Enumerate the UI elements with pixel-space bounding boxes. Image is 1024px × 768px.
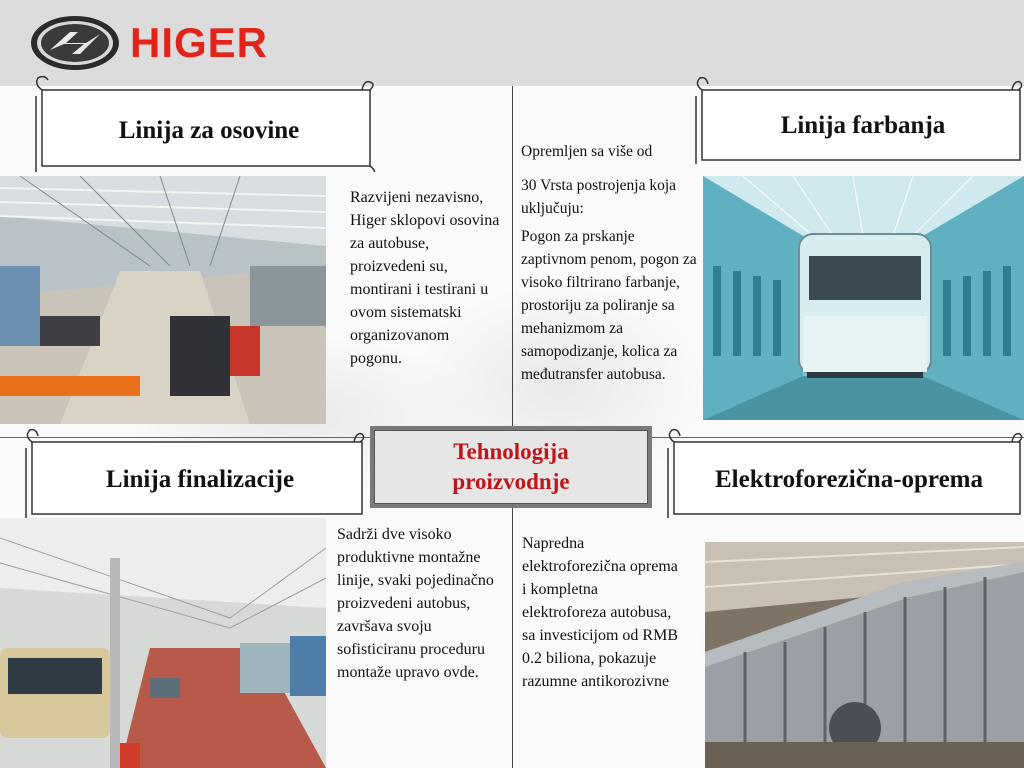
center-title	[374, 430, 648, 504]
electro-description: Napredna elektroforezična oprema i kompletna elektroforeza autobusa, sa investicijom od RMB 0.2 biliona, pokazuje razumne antikorozivne	[522, 535, 678, 690]
paint-line-description	[521, 140, 703, 391]
higer-logo-icon	[28, 12, 122, 74]
scroll-banner-electro	[660, 428, 1024, 520]
header-bar	[0, 0, 1024, 86]
scroll-banner-axle	[28, 76, 376, 172]
paint-text-count: 30 Vrsta postrojenja koja uključuju:	[521, 177, 677, 217]
axle-line-photo	[0, 176, 326, 424]
paint-line-title: Linija farbanja	[780, 112, 946, 139]
axle-line-title: Linija za osovine	[118, 117, 300, 144]
center-title-box	[370, 426, 652, 508]
center-title-line1: Tehnologija	[453, 439, 569, 464]
axle-line-description: Razvijeni nezavisno, Higer sklopovi osovina za autobuse, proizvedeni su, montirani i testirani u ovom sistematski organizovanom pogonu.	[350, 189, 500, 367]
center-title-line2: proizvodnje	[452, 469, 570, 494]
electro-line-title: Elektroforezična-oprema	[715, 466, 983, 493]
electro-photo	[705, 542, 1024, 768]
scroll-banner-final	[18, 428, 368, 520]
final-line-description: Sadrži dve visoko produktivne montažne linije, svaki pojedinačno proizvedeni autobus, završava svoju sofisticiranu proceduru montaže upravo ovde.	[337, 526, 494, 681]
paint-text-list: Pogon za prskanje zaptivnom penom, pogon za visoko filtrirano farbanje, prostoriju za poliranje sa mehanizmom za samopodizanje, kolica za međutransfer autobusa.	[521, 228, 697, 383]
paint-text-intro: Opremljen sa više od	[521, 143, 653, 160]
final-line-title: Linija finalizacije	[105, 466, 295, 493]
brand-name: HIGER	[130, 19, 269, 66]
scroll-banner-paint	[690, 76, 1024, 166]
final-line-photo	[0, 518, 326, 768]
paint-booth-photo	[703, 176, 1024, 420]
